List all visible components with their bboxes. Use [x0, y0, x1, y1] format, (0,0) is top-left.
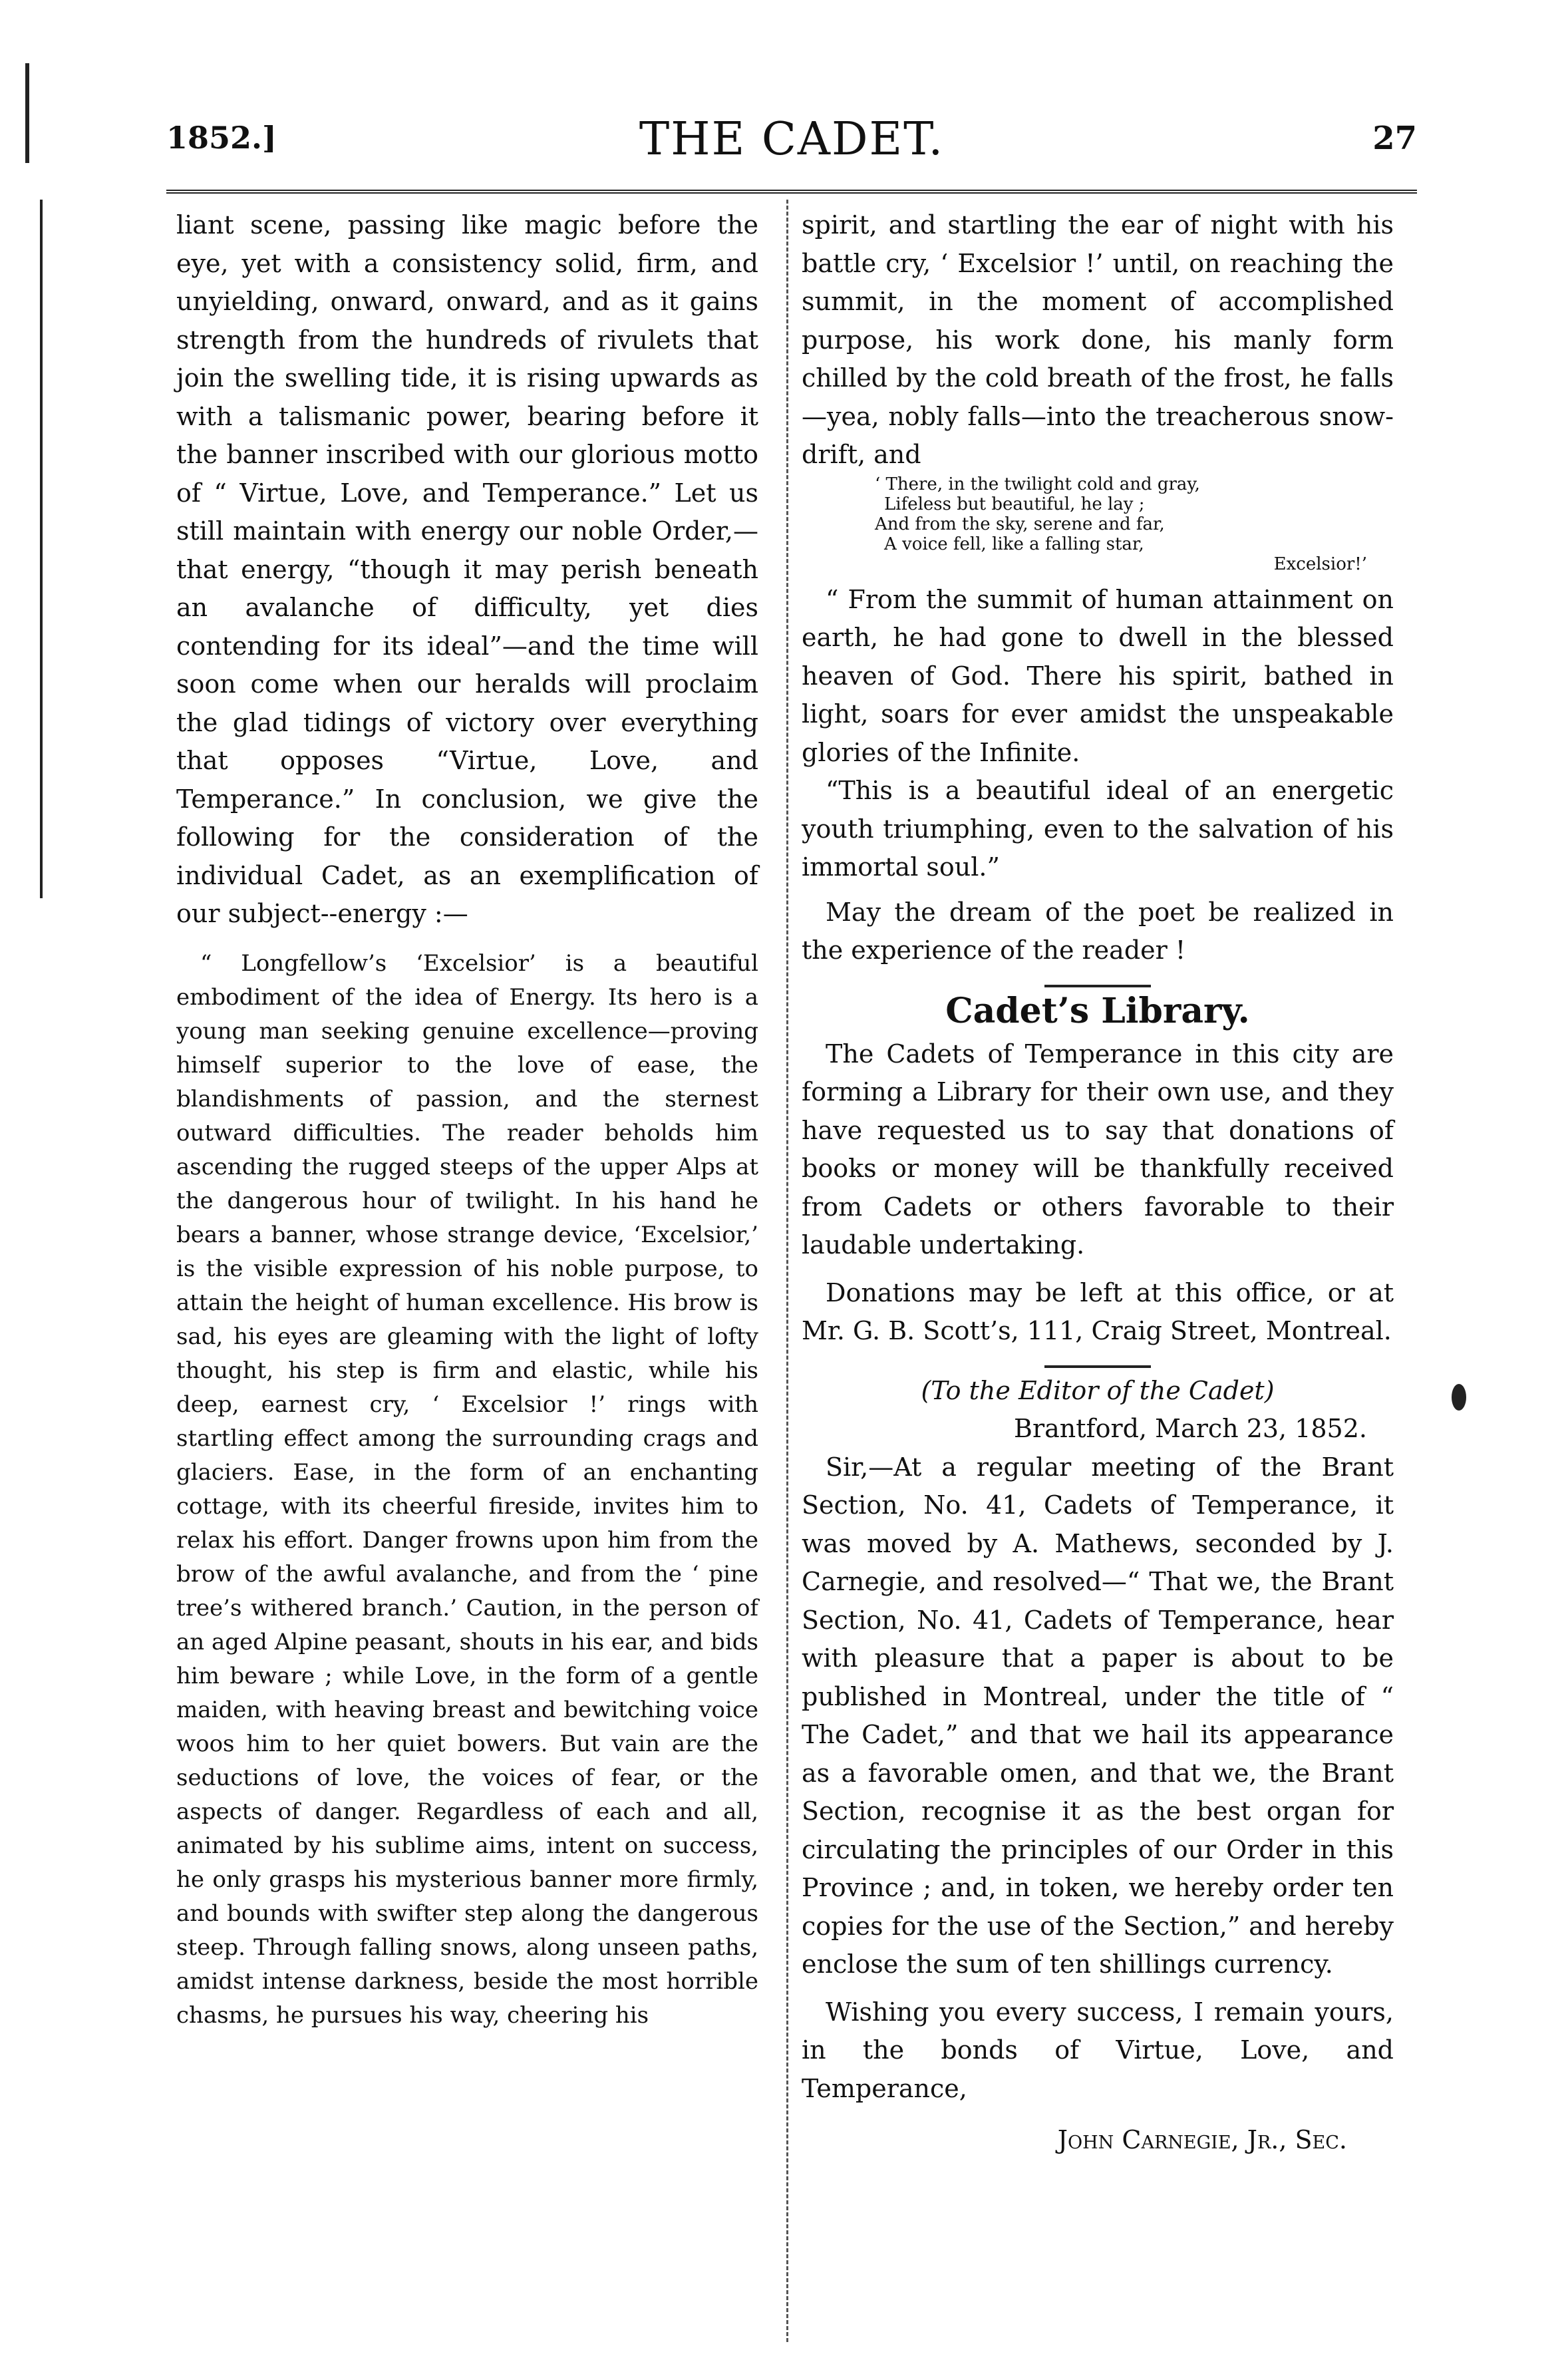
header-title: THE CADET. — [639, 113, 945, 166]
poem-line: ‘ There, in the twilight cold and gray, — [875, 474, 1200, 494]
letter-paragraph-1: Sir,—At a regular meeting of the Brant Section, No. 41, Cadets of Temperance, it was moved by A. Mathews, seconded by J. Carnegie, and resolved—“ That we, the Brant Section, No. 41, Cadets of Temperance, hear with pleasure that a paper is about to be published in Montreal, under the title of “ The Cadet,” and that we hail its appearance as a favorable omen, and that we, the Brant Section, recognise it as the best organ for circulating the principles of our Order in this Province ; and, in token, we hereby order ten copies for the use of the Section,” and hereby enclose the sum of ten shillings currency. — [802, 1452, 1394, 1979]
header-rule — [166, 190, 1417, 194]
letter-dateline: Brantford, March 23, 1852. — [1014, 1414, 1367, 1443]
poem-line: And from the sky, serene and far, — [875, 514, 1165, 534]
column-divider — [786, 200, 788, 2342]
header-year: 1852.] — [166, 120, 277, 156]
header-page-number: 27 — [1372, 120, 1417, 157]
poem-line: A voice fell, like a falling star, — [884, 534, 1144, 554]
right-paragraph-4: May the dream of the poet be realized in the experience of the reader ! — [802, 897, 1394, 965]
library-paragraph-2: Donations may be left at this office, or at Mr. G. B. Scott’s, 111, Craig Street, Montreal. — [802, 1277, 1394, 1345]
letter-addressee: (To the Editor of the Cadet) — [921, 1375, 1275, 1405]
library-paragraph-1: The Cadets of Temperance in this city are forming a Library for their own use, and they have requested us to say that donations of books or money will be thankfully received from Cadets or others favorable to their laudable undertaking. — [802, 1039, 1394, 1260]
right-column — [802, 206, 1394, 2160]
poem-line: Lifeless but beautiful, he lay ; — [884, 494, 1145, 514]
left-paragraph-1: liant scene, passing like magic before the eye, yet with a consistency solid, firm, and unyielding, onward, onward, and as it gains strength from the hundreds of rivulets that join the swelling tide, it is rising upwards as with a talismanic power, bearing before it the banner inscribed with our glorious motto of “ Virtue, Love, and Temperance.” Let us still maintain with energy our noble Order,—that energy, “though it may perish beneath an avalanche of difficulty, yet dies contending for its ideal”—and the time will soon come when our heralds will proclaim the glad tidings of victory over everything that opposes “Virtue, Love, and Temperance.” In conclusion, we give the following for the consideration of the individual Cadet, as an exemplification of our subject--energy :— — [176, 210, 758, 928]
letter-paragraph-2: Wishing you every success, I remain yours, in the bonds of Virtue, Love, and Temperance, — [802, 1997, 1394, 2103]
right-paragraph-1: spirit, and startling the ear of night with his battle cry, ‘ Excelsior !’ until, on reaching the summit, in the moment of accomplished purpose, his work done, his manly form chilled by the cold breath of the frost, he falls—yea, nobly falls—into the treacherous snow-drift, and — [802, 210, 1394, 469]
page-header — [166, 106, 1417, 180]
poem-attribution: Excelsior!’ — [1273, 554, 1367, 574]
right-paragraph-3: “This is a beautiful ideal of an energetic youth triumphing, even to the salvation of his immortal soul.” — [802, 776, 1394, 882]
margin-ink-mark — [25, 63, 29, 163]
poem-quote — [875, 474, 1394, 574]
margin-ink-mark — [1452, 1384, 1466, 1411]
right-paragraph-2: “ From the summit of human attainment on earth, he had gone to dwell in the blessed heaven of God. There his spirit, bathed in light, soars for ever amidst the unspeakable glories of the Infinite. — [802, 584, 1394, 767]
margin-ink-mark — [40, 200, 43, 898]
left-column — [176, 206, 758, 2033]
left-paragraph-2: “ Longfellow’s ‘Excelsior’ is a beautiful embodiment of the idea of Energy. Its hero is a young man seeking genuine excellence—proving himself superior to the love of ease, the blandishments of passion, and the sternest outward difficulties. The reader beholds him ascending the rugged steeps of the upper Alps at the dangerous hour of twilight. In his hand he bears a banner, whose strange device, ‘Excelsior,’ is the visible expression of his noble purpose, to attain the height of human excellence. His brow is sad, his eyes are gleaming with the light of lofty thought, his step is firm and elastic, while his deep, earnest cry, ‘ Excelsior !’ rings with startling effect among the surrounding crags and glaciers. Ease, in the form of an enchanting cottage, with its cheerful fireside, invites him to relax his effort. Danger frowns upon him from the brow of the awful avalanche, and from the ‘ pine tree’s withered branch.’ Caution, in the person of an aged Alpine peasant, shouts in his ear, and bids him beware ; while Love, in the form of a gentle maiden, with heaving breast and bewitching voice woos him to her quiet bowers. But vain are the seductions of love, the voices of fear, or the aspects of danger. Regardless of each and all, animated by his sublime aims, intent on success, he only grasps his mysterious banner more firmly, and bounds with swifter step along the dangerous steep. Through falling snows, along unseen paths, amidst intense darkness, beside the most horrible chasms, he pursues his way, cheering his — [176, 949, 759, 2029]
library-heading: Cadet’s Library. — [945, 990, 1250, 1031]
letter-signature: John Carnegie, Jr., Sec. — [1057, 2125, 1347, 2154]
section-rule — [1044, 985, 1151, 987]
section-rule — [1044, 1365, 1151, 1368]
